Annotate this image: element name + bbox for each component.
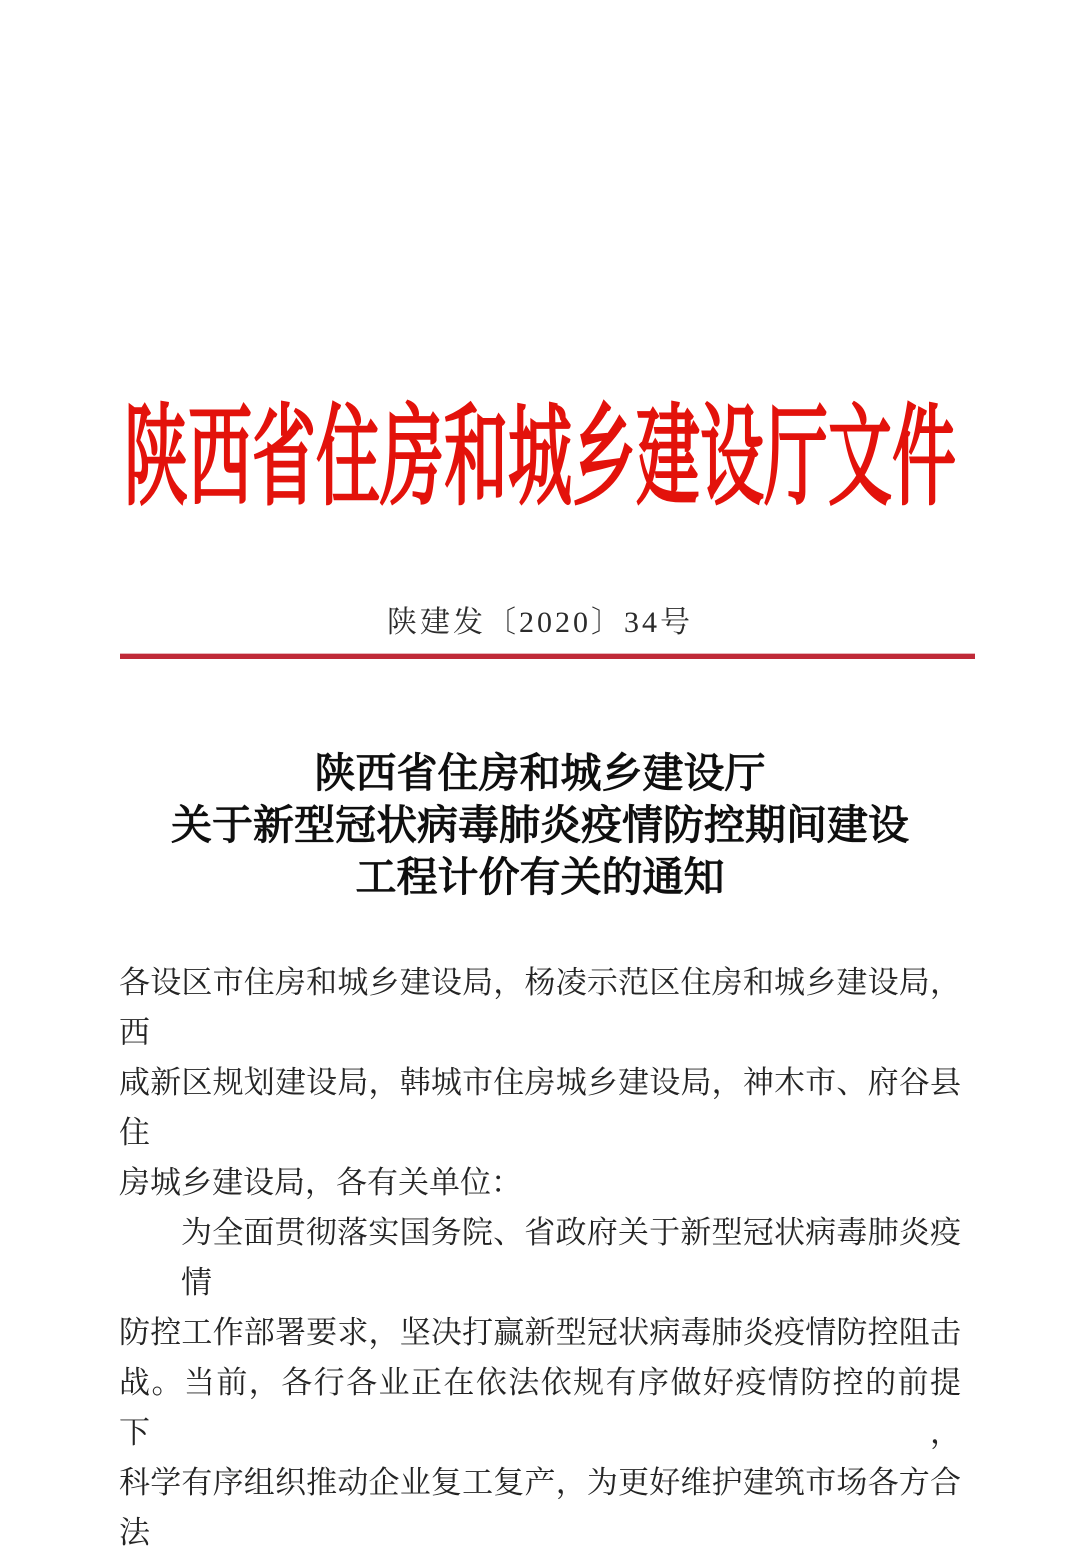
notice-title-line-2: 关于新型冠状病毒肺炎疫情防控期间建设 <box>171 802 909 848</box>
body-line-paragraph-2: 防控工作部署要求，坚决打赢新型冠状病毒肺炎疫情防控阻击 <box>119 1315 961 1350</box>
body-line-paragraph-1: 为全面贯彻落实国务院、省政府关于新型冠状病毒肺炎疫情 <box>181 1215 961 1300</box>
header-divider-rule <box>120 654 975 659</box>
body-line-paragraph-3: 战。当前，各行各业正在依法依规有序做好疫情防控的前提下， <box>119 1365 961 1450</box>
body-line-salutation-3: 房城乡建设局，各有关单位： <box>119 1165 522 1200</box>
document-number: 陕建发〔2020〕34号 <box>387 606 693 639</box>
agency-letterhead-title: 陕西省住房和城乡建设厅文件 <box>124 397 956 520</box>
notice-title-line-3: 工程计价有关的通知 <box>355 854 725 900</box>
body-line-salutation-1: 各设区市住房和城乡建设局，杨凌示范区住房和城乡建设局，西 <box>119 965 961 1050</box>
notice-title <box>0 747 1080 903</box>
body-line-paragraph-4: 科学有序组织推动企业复工复产，为更好维护建筑市场各方合法 <box>119 1465 961 1550</box>
document-body <box>119 958 961 1558</box>
notice-title-line-1: 陕西省住房和城乡建设厅 <box>314 750 766 796</box>
body-line-salutation-2: 咸新区规划建设局，韩城市住房城乡建设局，神木市、府谷县住 <box>119 1065 961 1150</box>
